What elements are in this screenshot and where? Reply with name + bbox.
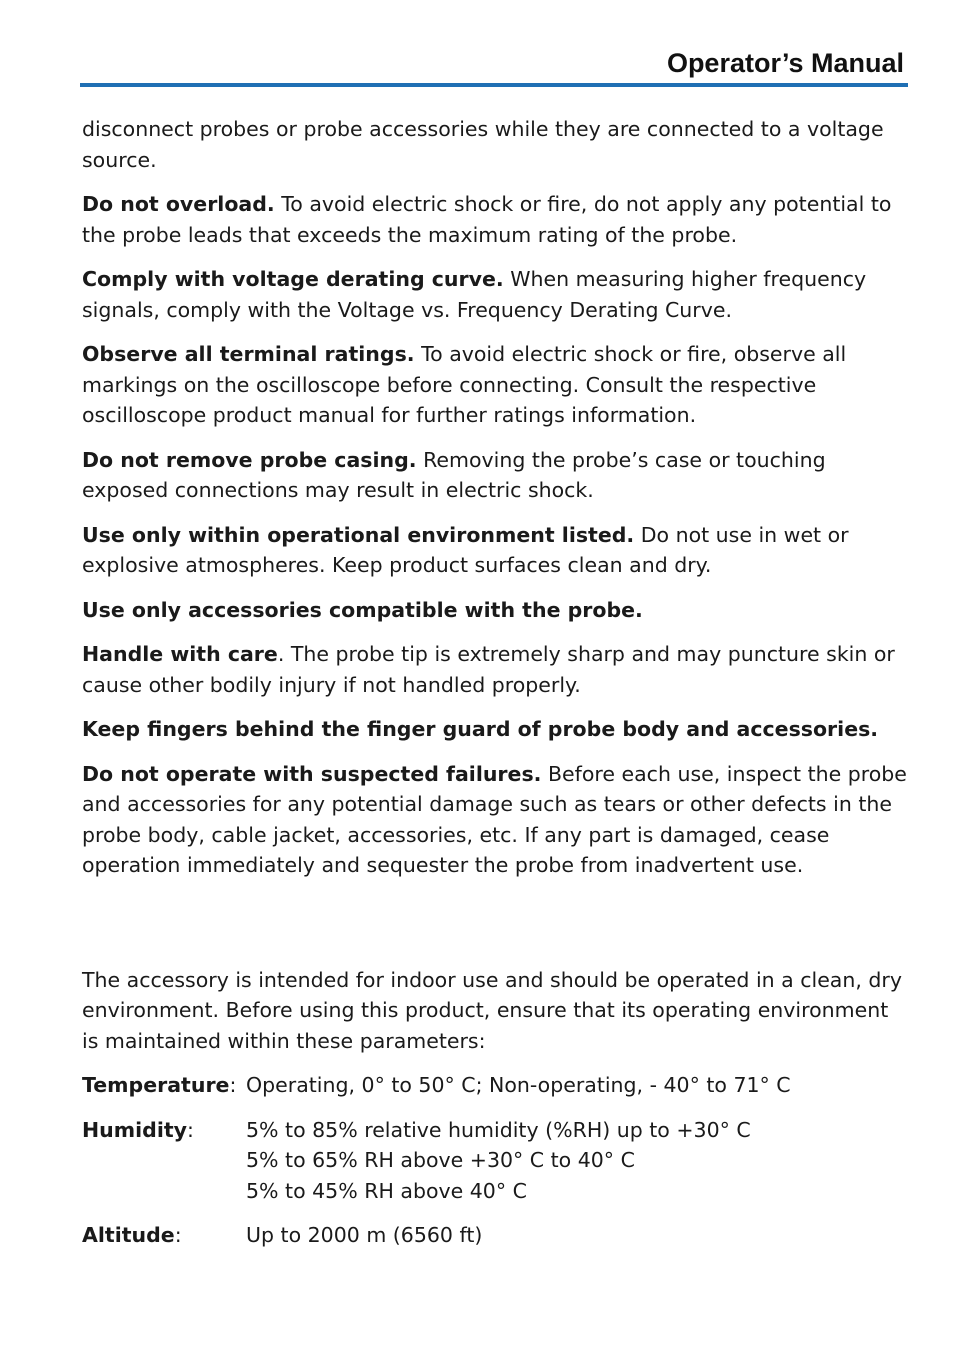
- spec-values: [246, 1115, 908, 1207]
- warning-text: Before each use, inspect the probe and accessories for any potential damage such as tears or other defects in the probe body, cable jacket, accessories, etc. If any part is damaged, cease operation immediately and sequester the probe from inadvertent use.: [82, 761, 907, 877]
- intro-paragraph: disconnect probes or probe accessories while they are connected to a voltage source.: [82, 117, 884, 172]
- warning-heading: Keep fingers behind the finger guard of probe body and accessories.: [82, 717, 879, 741]
- warning-paragraph: [82, 595, 908, 626]
- spec-label: [82, 1070, 246, 1101]
- spec-label-text: Temperature: [82, 1073, 230, 1097]
- spec-label: [82, 1220, 246, 1251]
- warning-text: To avoid electric shock or fire, do not apply any potential to the probe leads that exceeds the maximum rating of the probe.: [82, 192, 892, 247]
- warning-heading: Do not operate with suspected failures.: [82, 761, 542, 786]
- spec-label-colon: :: [174, 1223, 182, 1247]
- warning-heading: Use only accessories compatible with the probe.: [82, 597, 643, 622]
- warning-paragraph: [82, 520, 908, 581]
- spec-value-line: 5% to 85% relative humidity (%RH) up to +30° C: [246, 1117, 751, 1142]
- spec-label-colon: :: [229, 1073, 237, 1097]
- spec-row-altitude: [82, 1220, 908, 1251]
- warning-paragraph: [82, 714, 908, 745]
- warning-text: To avoid electric shock or fire, observe all markings on the oscilloscope before connecting. Consult the respective oscilloscope product manual for further ratings information.: [82, 342, 847, 427]
- spec-value-line: 5% to 45% RH above 40° C: [246, 1178, 527, 1203]
- warning-paragraph: [82, 445, 908, 506]
- page-header-title: Operator’s Manual: [666, 48, 904, 78]
- warning-text: When measuring higher frequency signals, comply with the Voltage vs. Frequency Derating Curve.: [82, 267, 867, 322]
- warning-heading: Do not overload.: [82, 192, 275, 216]
- warning-paragraph: [82, 264, 908, 325]
- spec-value-line: 5% to 65% RH above +30° C to 40° C: [246, 1148, 635, 1172]
- warning-heading: Use only within operational environment listed.: [82, 522, 635, 547]
- warning-heading: Handle with care: [82, 642, 278, 666]
- document-body: [82, 114, 908, 1265]
- warning-paragraph: [82, 639, 908, 700]
- spec-values: [246, 1070, 908, 1101]
- spec-label-colon: :: [187, 1117, 194, 1142]
- warning-heading: Comply with voltage derating curve.: [82, 267, 504, 291]
- warning-paragraph: [82, 339, 908, 431]
- spec-label-text: Humidity: [82, 1117, 188, 1142]
- warning-text: Do not use in wet or explosive atmospheres. Keep product surfaces clean and dry.: [82, 522, 849, 577]
- warning-heading: Observe all terminal ratings.: [82, 342, 415, 366]
- spec-label-text: Altitude: [82, 1223, 175, 1247]
- spec-row-temperature: [82, 1070, 908, 1101]
- warning-text: . The probe tip is extremely sharp and may puncture skin or cause other bodily injury if not handled properly.: [82, 642, 895, 697]
- warning-heading: Do not remove probe casing.: [82, 447, 417, 472]
- spec-value-line: Up to 2000 m (6560 ft): [246, 1223, 483, 1247]
- header-divider: [80, 83, 908, 87]
- spec-row-humidity: [82, 1115, 908, 1207]
- warning-text: Removing the probe’s case or touching exposed connections may result in electric shock.: [82, 447, 826, 502]
- warning-paragraph: [82, 189, 908, 250]
- spec-label: [82, 1115, 246, 1207]
- environment-intro: The accessory is intended for indoor use and should be operated in a clean, dry environment. Before using this product, ensure that its operating environment is maintained within these parameters:: [82, 967, 902, 1053]
- spec-value-line: Operating, 0° to 50° C; Non-operating, - 40° to 71° C: [246, 1073, 791, 1097]
- warning-paragraph: [82, 759, 908, 881]
- spec-values: [246, 1220, 908, 1251]
